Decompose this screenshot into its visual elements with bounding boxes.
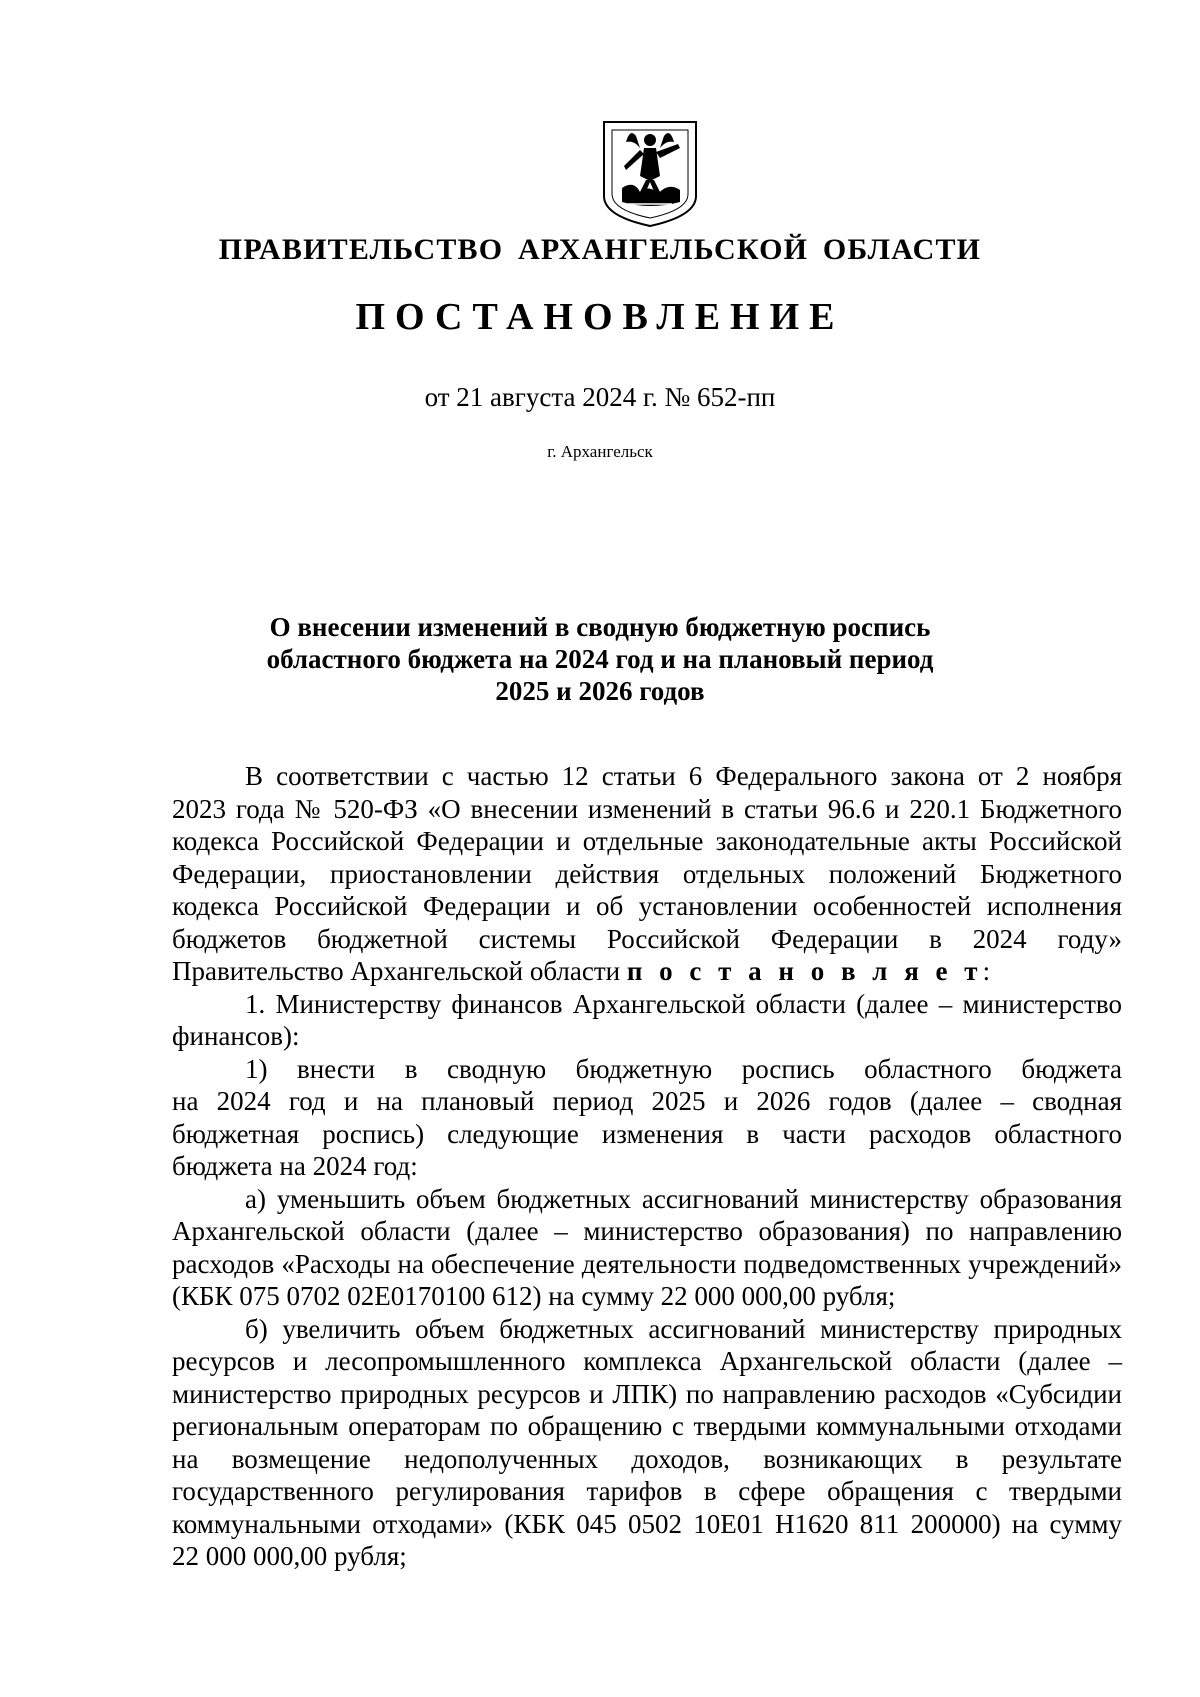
body-line: б) увеличить объем бюджетных ассигнований министерству природных	[245, 1313, 1122, 1344]
body-line: региональным операторам по обращению с твердыми коммунальными отходами	[172, 1411, 1122, 1441]
body-line: 1. Министерству финансов Архангельской области (далее – министерство	[245, 988, 1122, 1019]
body-line: на возмещение недополученных доходов, возникающих в результате	[172, 1443, 1122, 1474]
title-line: областного бюджета на 2024 год и на плановый период	[266, 644, 934, 674]
organization-name: ПРАВИТЕЛЬСТВО АРХАНГЕЛЬСКОЙ ОБЛАСТИ	[218, 233, 982, 266]
document-date-number: от 21 августа 2024 г. № 652-пп	[424, 382, 776, 412]
document-body	[172, 760, 1122, 1573]
body-line: на 2024 год и на плановый период 2025 и 2026 годов (далее – сводная	[172, 1086, 1122, 1116]
body-line: 22 000 000,00 рубля;	[172, 1541, 407, 1571]
body-line: ресурсов и лесопромышленного комплекса Архангельской области (далее –	[172, 1346, 1122, 1376]
body-line: министерство природных ресурсов и ЛПК) по направлению расходов «Субсидии	[172, 1378, 1122, 1409]
document-type: ПОСТАНОВЛЕНИЕ	[355, 296, 845, 338]
body-line: Архангельской области (далее – министерство образования) по направлению	[172, 1216, 1122, 1246]
body-line: государственного регулирования тарифов в сфере обращения с твердыми	[172, 1476, 1122, 1506]
body-line-resolution	[172, 955, 1122, 988]
body-line: бюджетная роспись) следующие изменения в части расходов областного	[172, 1118, 1122, 1149]
title-line: О внесении изменений в сводную бюджетную роспись	[269, 612, 931, 642]
title-line: 2025 и 2026 годов	[495, 676, 705, 706]
body-line: финансов):	[172, 1021, 300, 1051]
document-city: г. Архангельск	[547, 442, 653, 461]
body-text: Правительство Архангельской области	[172, 956, 621, 986]
resolution-word: п о с т а н о в л я е т	[626, 956, 983, 986]
body-line: коммунальными отходами» (КБК 045 0502 10Е01 Н1620 811 200000) на сумму	[172, 1508, 1122, 1539]
body-line: а) уменьшить объем бюджетных ассигнований министерству образования	[245, 1183, 1122, 1214]
body-line: кодекса Российской Федерации и об установлении особенностей исполнения	[172, 891, 1122, 921]
body-line: В соответствии с частью 12 статьи 6 Федерального закона от 2 ноября	[245, 761, 1122, 791]
coat-of-arms-icon	[600, 118, 700, 230]
body-line: бюджета на 2024 год:	[172, 1151, 418, 1181]
body-line: Федерации, приостановлении действия отдельных положений Бюджетного	[172, 858, 1122, 889]
body-line: расходов «Расходы на обеспечение деятельности подведомственных учреждений»	[172, 1248, 1122, 1279]
body-line: 2023 года № 520-ФЗ «О внесении изменений в статьи 96.6 и 220.1 Бюджетного	[172, 793, 1122, 824]
document-title	[0, 611, 1200, 707]
body-line: кодекса Российской Федерации и отдельные законодательные акты Российской	[172, 826, 1122, 856]
body-text: :	[982, 956, 991, 986]
body-line: бюджетов бюджетной системы Российской Федерации в 2024 году»	[172, 923, 1122, 954]
body-line: 1) внести в сводную бюджетную роспись областного бюджета	[245, 1053, 1122, 1084]
body-line: (КБК 075 0702 02Е0170100 612) на сумму 22 000 000,00 рубля;	[172, 1281, 896, 1311]
